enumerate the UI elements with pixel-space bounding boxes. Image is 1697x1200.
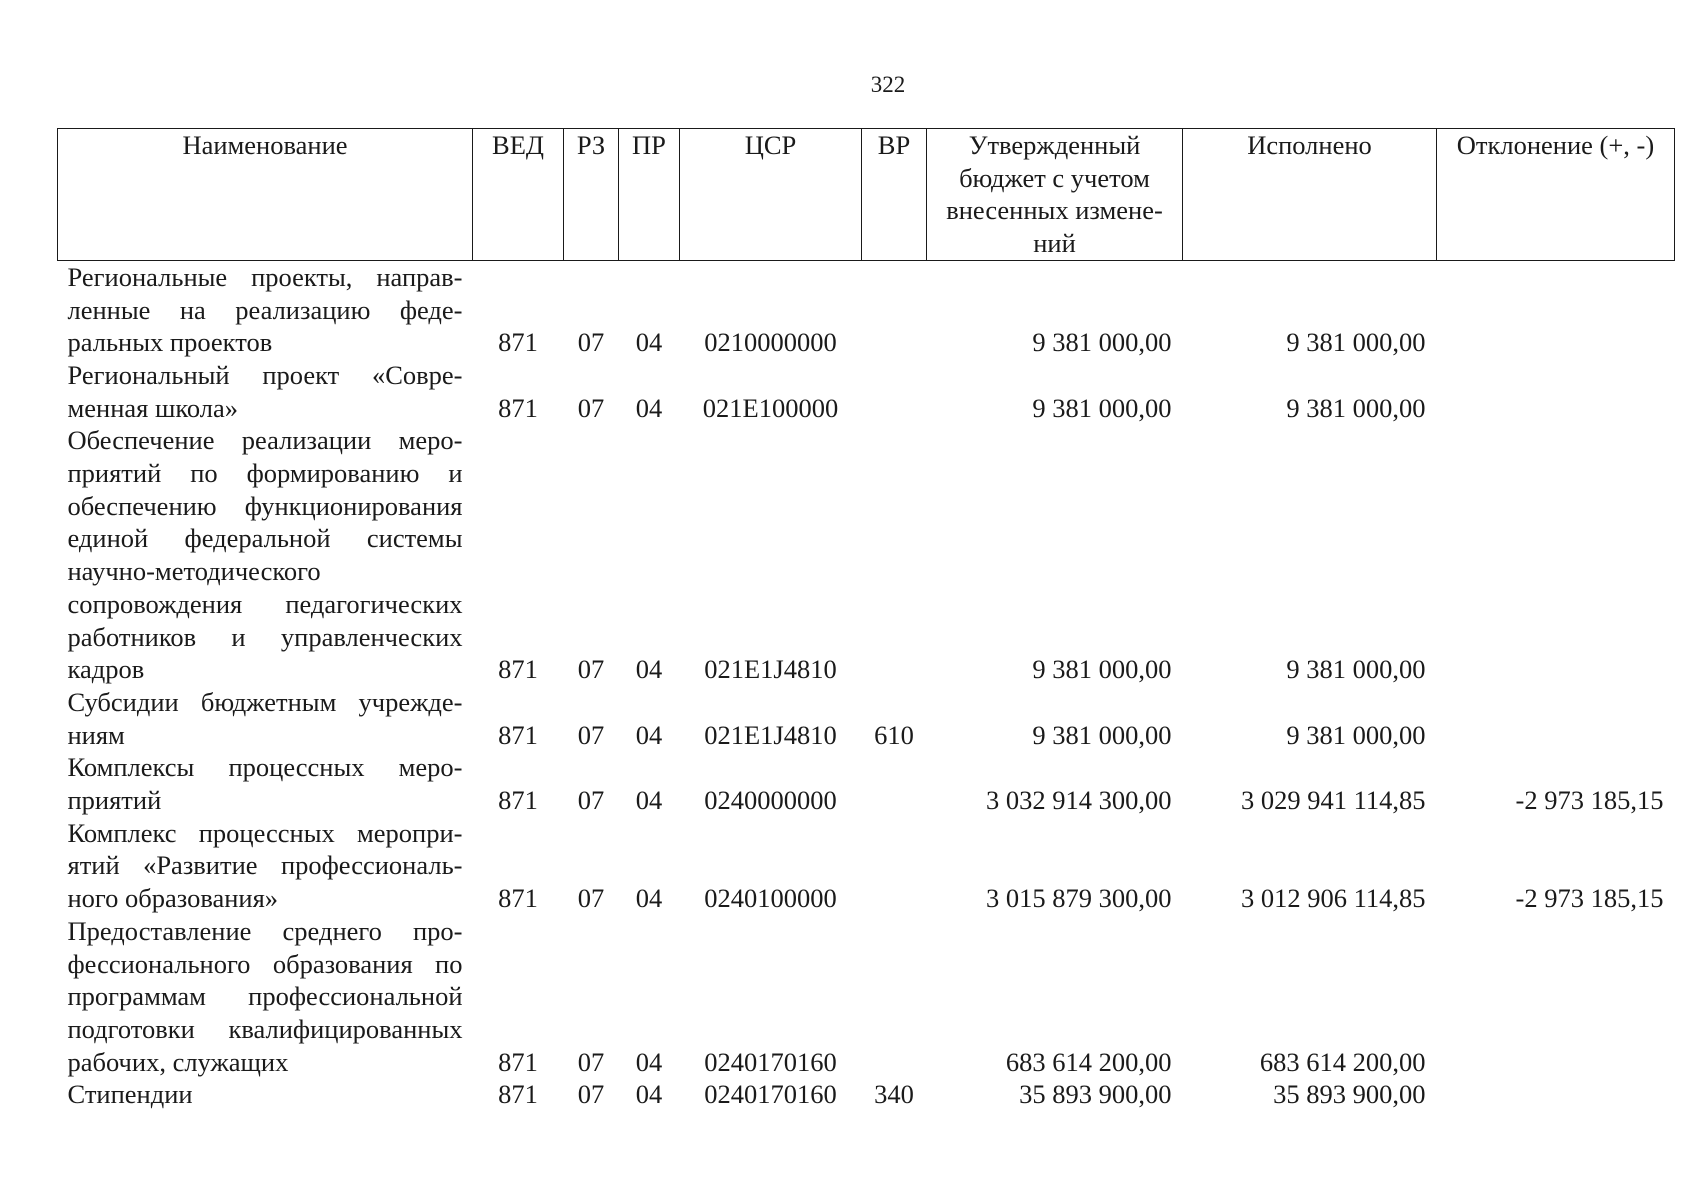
cell-name: Предоставление среднего профессионального образования по программам профессиональной подготовки квалифицированных рабочих, служащих [67,915,463,1077]
page-number: 322 [870,72,906,97]
cell-csr: 021E1J4810 [704,654,837,685]
cell-deviation [1437,359,1675,424]
cell-deviation [1437,1078,1675,1111]
header-csr: ЦСР [680,129,862,261]
cell-rz: 07 [577,392,605,423]
cell-pr: 04 [635,327,663,358]
cell-ved: 871 [498,1079,538,1110]
cell-pr: 04 [635,785,663,816]
cell-rz: 07 [577,785,605,816]
cell-name: Стипендии [67,1079,193,1110]
cell-approved: 683 614 200,00 [1005,1046,1172,1077]
cell-pr: 04 [635,883,663,914]
cell-deviation [1437,260,1675,359]
cell-ved: 871 [498,327,538,358]
cell-rz: 07 [577,327,605,358]
cell-vr [862,915,927,1079]
cell-rz: 07 [577,883,605,914]
cell-csr: 021E1J4810 [704,719,837,750]
cell-approved: 9 381 000,00 [1032,654,1172,685]
header-rz: РЗ [564,129,619,261]
cell-csr: 0240100000 [704,883,837,914]
budget-execution-table [57,128,1675,1111]
cell-rz: 07 [577,654,605,685]
cell-csr: 0240000000 [704,785,837,816]
header-executed: Исполнено [1183,129,1437,261]
cell-ved: 871 [498,654,538,685]
cell-name: Региональный проект «Современная школа» [67,359,463,423]
cell-executed: 3 012 906 114,85 [1240,883,1426,914]
table-row [58,260,1675,359]
header-vr: ВР [862,129,927,261]
table-row [58,915,1675,1079]
header-pr: ПР [619,129,680,261]
cell-vr [862,751,927,816]
cell-rz: 07 [577,1079,605,1110]
cell-ved: 871 [498,1046,538,1077]
table-header [58,129,1675,261]
cell-name: Обеспечение реализации мероприятий по формированию и обеспечению функционирования единой федеральной системы научно-методического сопровождения педагогических работников и управленческих кадров [67,425,463,685]
cell-name: Субсидии бюджетным учреждениям [67,686,463,750]
cell-rz: 07 [577,719,605,750]
cell-executed: 3 029 941 114,85 [1240,785,1426,816]
cell-executed: 9 381 000,00 [1286,654,1426,685]
cell-executed: 9 381 000,00 [1286,719,1426,750]
cell-executed: 683 614 200,00 [1259,1046,1426,1077]
cell-deviation [1437,686,1675,751]
cell-pr: 04 [635,654,663,685]
header-deviation: Отклонение (+, -) [1437,129,1675,261]
cell-executed: 9 381 000,00 [1286,392,1426,423]
cell-approved: 9 381 000,00 [1032,327,1172,358]
cell-vr: 340 [874,1079,914,1110]
cell-rz: 07 [577,1046,605,1077]
cell-executed: 35 893 900,00 [1273,1079,1426,1110]
cell-csr: 0240170160 [704,1046,837,1077]
cell-csr: 0240170160 [704,1079,837,1110]
table-body [58,260,1675,1111]
cell-deviation: -2 973 185,15 [1515,883,1664,914]
cell-vr [862,260,927,359]
table-row [58,359,1675,424]
cell-ved: 871 [498,392,538,423]
cell-approved: 9 381 000,00 [1032,719,1172,750]
header-ved: ВЕД [473,129,564,261]
table-row [58,1078,1675,1111]
cell-approved: 3 015 879 300,00 [986,883,1172,914]
cell-vr [862,817,927,915]
cell-vr [862,424,927,686]
cell-pr: 04 [635,392,663,423]
cell-approved: 9 381 000,00 [1032,392,1172,423]
cell-deviation: -2 973 185,15 [1515,785,1664,816]
header-name: Наименование [58,129,473,261]
cell-deviation [1437,424,1675,686]
cell-approved: 35 893 900,00 [1019,1079,1172,1110]
cell-name: Комплексы процессных мероприятий [67,752,463,816]
cell-name: Региональные проекты, направленные на реализацию федеральных проектов [67,261,463,358]
cell-csr: 0210000000 [704,327,837,358]
cell-ved: 871 [498,785,538,816]
cell-vr: 610 [874,719,914,750]
cell-ved: 871 [498,883,538,914]
header-row [58,129,1675,261]
cell-pr: 04 [635,1079,663,1110]
cell-deviation [1437,915,1675,1079]
header-approved: Утвержденный бюджет с учетом внесенных измене-ний [927,129,1183,261]
cell-pr: 04 [635,719,663,750]
table-row [58,686,1675,751]
cell-executed: 9 381 000,00 [1286,327,1426,358]
table-row [58,424,1675,686]
cell-name: Комплекс процессных мероприятий «Развитие профессионального образования» [67,817,463,914]
cell-pr: 04 [635,1046,663,1077]
table-row [58,751,1675,816]
cell-approved: 3 032 914 300,00 [986,785,1172,816]
table-row [58,817,1675,915]
cell-csr: 021E100000 [702,392,839,423]
cell-ved: 871 [498,719,538,750]
cell-vr [862,359,927,424]
